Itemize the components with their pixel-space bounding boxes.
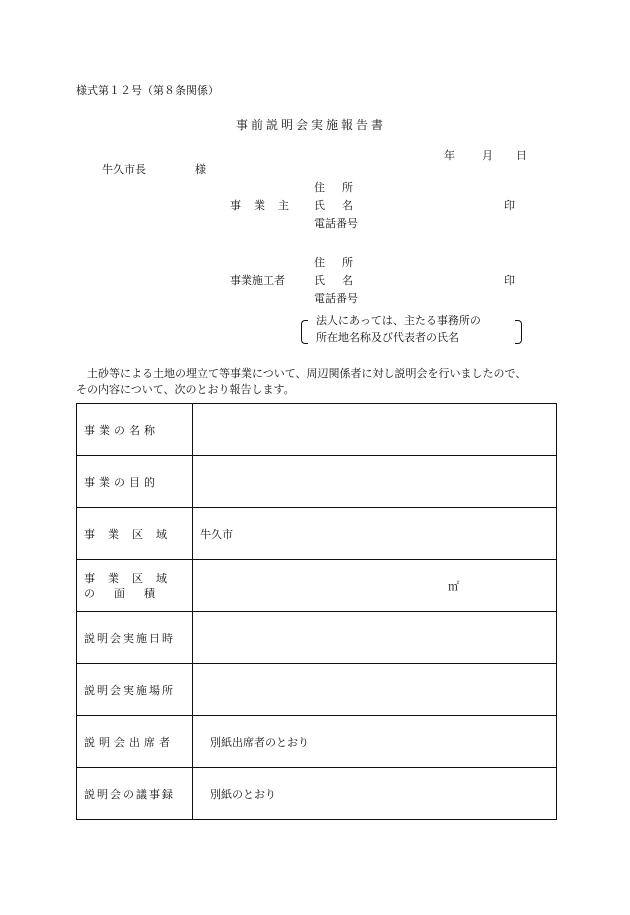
recipient-honorific: 様 — [195, 163, 206, 176]
table-row — [77, 664, 557, 716]
minutes-label: 説明会の議事録 — [77, 768, 193, 820]
attendees-cell[interactable] — [193, 716, 557, 768]
table-row — [77, 716, 557, 768]
contractor-phone-label: 電話番号 — [314, 292, 358, 305]
table-row — [77, 508, 557, 560]
area-size-cell[interactable] — [193, 560, 557, 612]
meeting-datetime-label: 説明会実施日時 — [77, 612, 193, 664]
recipient-name: 牛久市長 — [102, 163, 146, 176]
business-area-label: 事業区域 — [77, 508, 193, 560]
corporate-note-line2: 所在地名称及び代表者の氏名 — [316, 331, 459, 344]
area-size-label: 事業区域 の面積 — [77, 560, 193, 612]
business-purpose-cell[interactable] — [193, 456, 557, 508]
minutes-value: 別紙のとおり — [210, 787, 276, 801]
table-row — [77, 768, 557, 820]
date-day: 日 — [516, 149, 527, 162]
date-year: 年 — [444, 149, 455, 162]
note-left-bracket — [301, 320, 308, 344]
intro-line1: 土砂等による土地の埋立て等事業について、周辺関係者に対し説明会を行いましたので、 — [87, 367, 527, 380]
table-row — [77, 560, 557, 612]
business-area-value: 牛久市 — [200, 527, 233, 541]
contractor-seal: 印 — [504, 274, 515, 287]
date-month: 月 — [482, 149, 493, 162]
corporate-note-line1: 法人にあっては、主たる事務所の — [316, 314, 481, 327]
owner-name-label: 氏名 — [314, 199, 370, 212]
business-name-label: 事業の名称 — [77, 404, 193, 456]
form-number: 様式第１２号（第８条関係） — [76, 84, 219, 97]
meeting-place-cell[interactable] — [193, 664, 557, 716]
note-right-bracket — [515, 320, 522, 344]
owner-address-label: 住所 — [314, 181, 370, 194]
contractor-address-label: 住所 — [314, 256, 370, 269]
contractor-name-label: 氏名 — [314, 274, 370, 287]
minutes-cell[interactable] — [193, 768, 557, 820]
contractor-role-label: 事業施工者 — [230, 274, 285, 287]
business-purpose-label: 事業の目的 — [77, 456, 193, 508]
area-unit: ㎡ — [448, 580, 459, 593]
table-row — [77, 612, 557, 664]
owner-seal: 印 — [504, 199, 515, 212]
business-area-cell[interactable] — [193, 508, 557, 560]
report-table — [76, 403, 557, 820]
owner-role-label: 事業主 — [230, 199, 302, 212]
meeting-place-label: 説明会実施場所 — [77, 664, 193, 716]
business-name-cell[interactable] — [193, 404, 557, 456]
attendees-label: 説明会出席者 — [77, 716, 193, 768]
meeting-datetime-cell[interactable] — [193, 612, 557, 664]
attendees-value: 別紙出席者のとおり — [210, 735, 309, 749]
intro-line2: その内容について、次のとおり報告します。 — [76, 383, 295, 396]
table-row — [77, 456, 557, 508]
owner-phone-label: 電話番号 — [314, 217, 358, 230]
document-title: 事前説明会実施報告書 — [236, 118, 387, 132]
table-row — [77, 404, 557, 456]
